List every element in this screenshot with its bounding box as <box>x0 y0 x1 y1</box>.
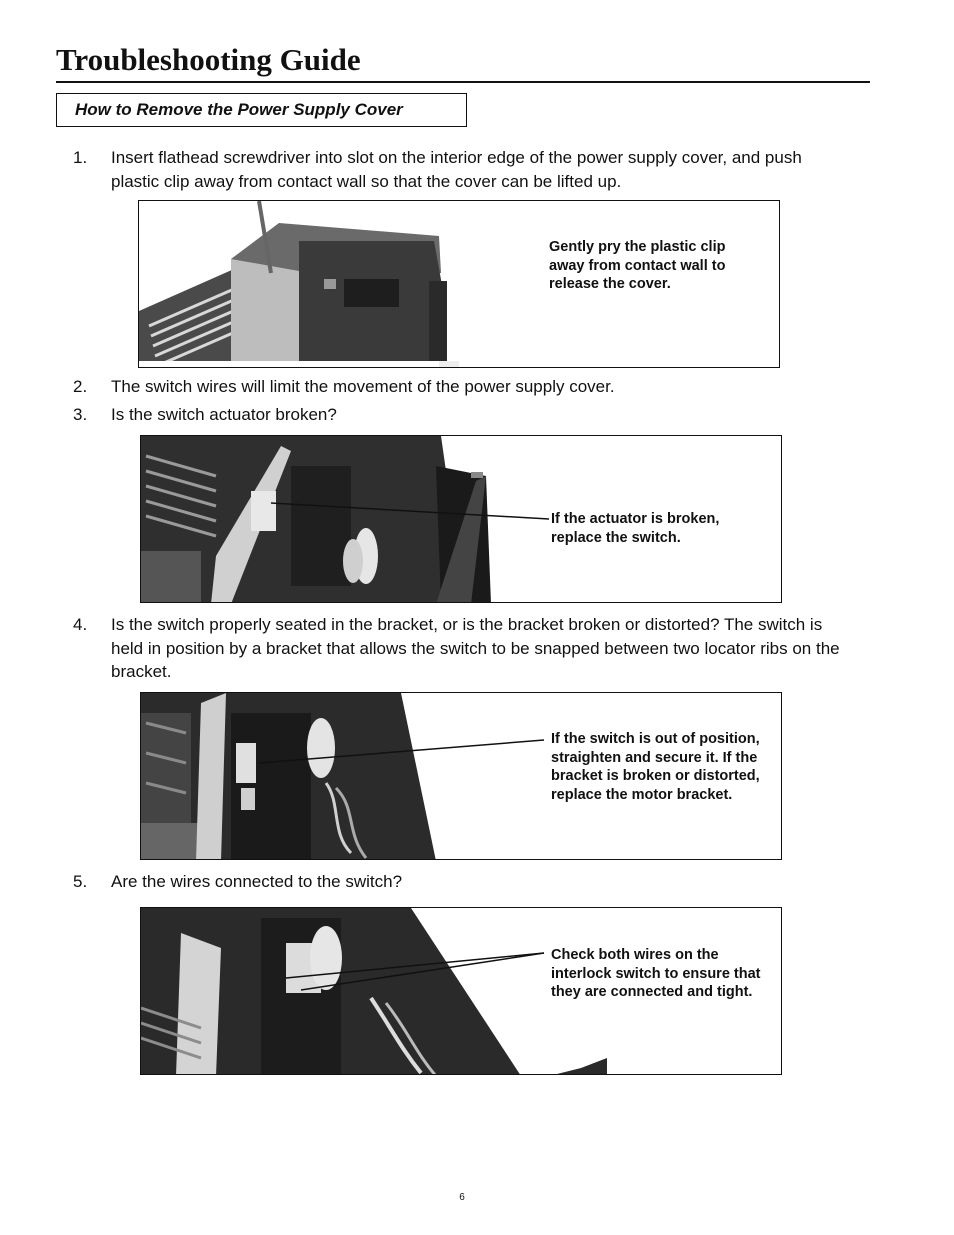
figure-4-callout: Check both wires on the interlock switch to ensure that they are connected and tight. <box>551 947 761 1001</box>
figure-3-switch-bracket <box>140 692 782 860</box>
figure-4-switch-wires <box>140 907 782 1075</box>
title-divider <box>56 81 870 83</box>
figure-2-switch-actuator <box>140 435 782 603</box>
step-number: 5. <box>73 872 88 891</box>
figure-2-callout: If the actuator is broken, replace the switch. <box>551 511 720 546</box>
step-number: 3. <box>73 405 88 424</box>
figure-3-callout: If the switch is out of position, straighten and secure it. If the bracket is broken or distorted, replace the motor bracket. <box>551 731 760 804</box>
page-number: 6 <box>459 1192 465 1203</box>
step-number: 2. <box>73 377 88 396</box>
step-number: 4. <box>73 615 88 634</box>
section-heading: How to Remove the Power Supply Cover <box>75 100 403 119</box>
step-text: Are the wires connected to the switch? <box>111 872 403 891</box>
step-number: 1. <box>73 148 88 167</box>
step-text: Insert flathead screwdriver into slot on the interior edge of the power supply cover, and push plastic clip away from contact wall so that the cover can be lifted up. <box>111 148 802 191</box>
figure-1-power-supply-cover <box>138 200 780 368</box>
page-title: Troubleshooting Guide <box>56 42 361 77</box>
figure-1-callout: Gently pry the plastic clip away from contact wall to release the cover. <box>549 239 726 293</box>
section-heading-box <box>56 93 467 127</box>
step-text: Is the switch actuator broken? <box>111 405 337 424</box>
step-text: Is the switch properly seated in the bracket, or is the bracket broken or distorted? The switch is held in position by a bracket that allows the switch to be snapped between two locator ribs on the bracket. <box>111 615 840 681</box>
step-text: The switch wires will limit the movement of the power supply cover. <box>111 377 615 396</box>
